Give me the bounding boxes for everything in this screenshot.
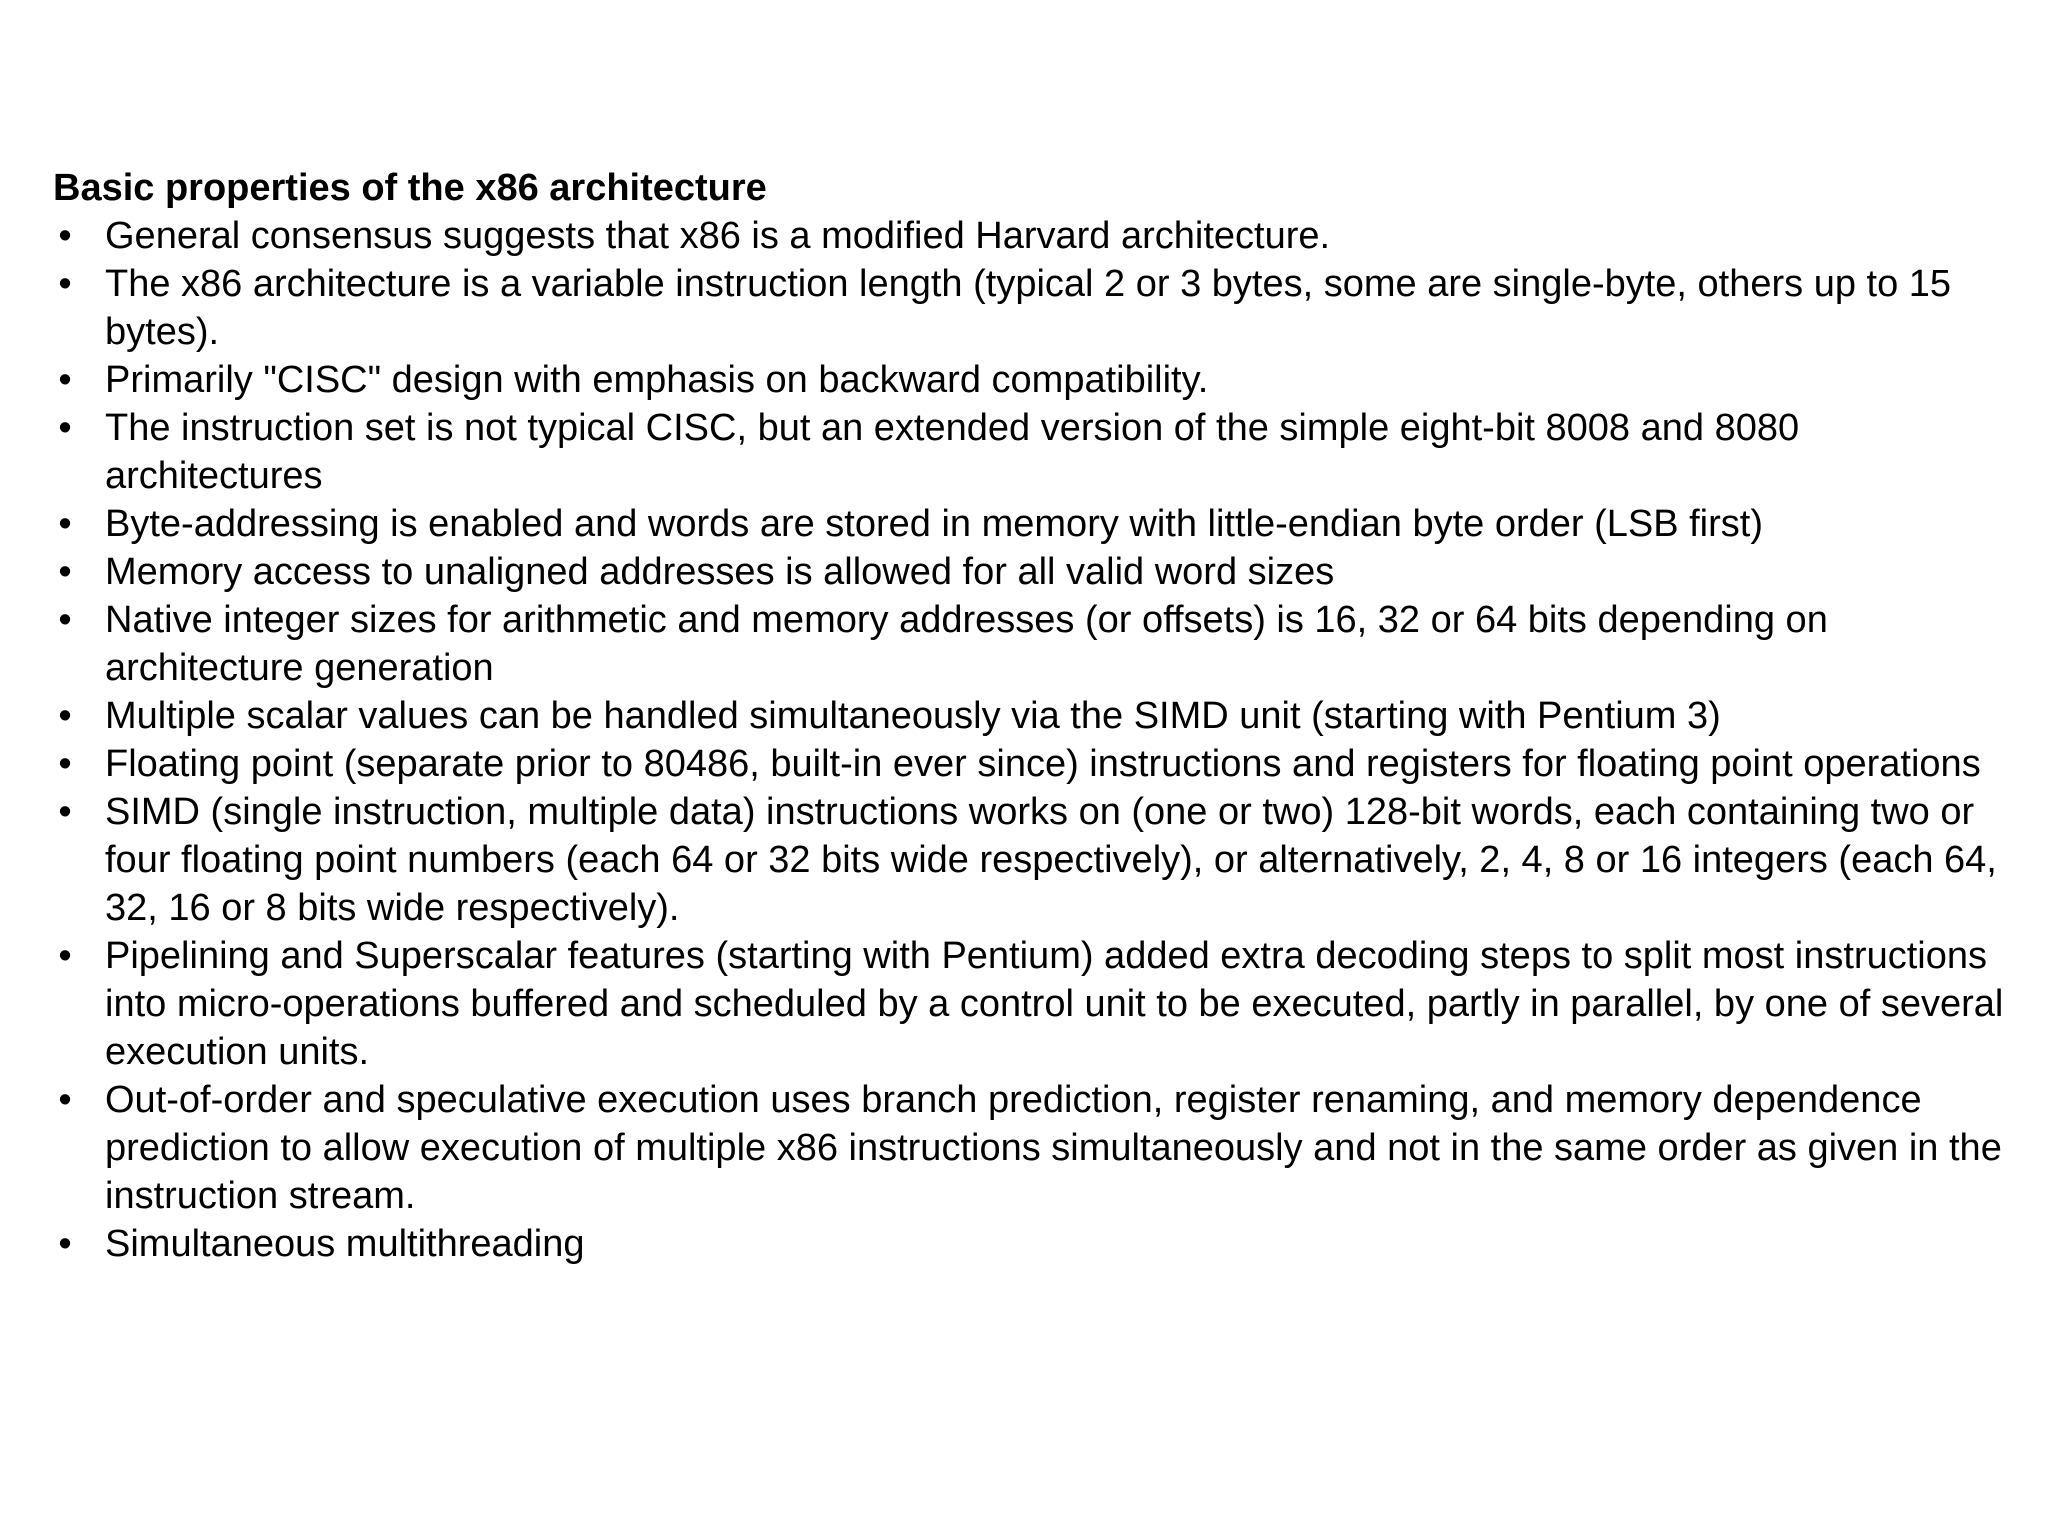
bullet-dot-icon: • [58, 935, 72, 977]
slide-content [53, 164, 2013, 1268]
bullet-text: Floating point (separate prior to 80486, built-in ever since) instructions and registers for floating point operations [105, 743, 1981, 785]
bullet-text: SIMD (single instruction, multiple data) instructions works on (one or two) 128-bit words, each containing two or four floating point numbers (each 64 or 32 bits wide respectively), or alternatively, 2, 4, 8 or 16 integers (each 64, 32, 16 or 8 bits wide respectively). [105, 791, 1997, 929]
bullet-dot-icon: • [58, 791, 72, 833]
bullet-text: The instruction set is not typical CISC, but an extended version of the simple eight-bit 8008 and 8080 architectures [105, 407, 1800, 497]
bullet-item [53, 260, 2013, 356]
bullet-item [53, 788, 2013, 932]
bullet-item [53, 692, 2013, 740]
bullet-text: Native integer sizes for arithmetic and memory addresses (or offsets) is 16, 32 or 64 bits depending on architecture generation [105, 599, 1828, 689]
bullet-text: Simultaneous multithreading [105, 1223, 585, 1265]
bullet-dot-icon: • [58, 503, 72, 545]
bullet-text: General consensus suggests that x86 is a modified Harvard architecture. [105, 215, 1331, 257]
bullet-text: Out-of-order and speculative execution uses branch prediction, register renaming, and memory dependence prediction to allow execution of multiple x86 instructions simultaneously and not in the same order as given in the instruction stream. [105, 1079, 2002, 1217]
bullet-text: Multiple scalar values can be handled simultaneously via the SIMD unit (starting with Pentium 3) [105, 695, 1721, 737]
bullet-text: Primarily "CISC" design with emphasis on backward compatibility. [105, 359, 1209, 401]
slide-title: Basic properties of the x86 architecture [53, 167, 767, 209]
bullet-dot-icon: • [58, 599, 72, 641]
bullet-item [53, 404, 2013, 500]
bullet-dot-icon: • [58, 359, 72, 401]
bullet-item [53, 1220, 2013, 1268]
bullet-item [53, 356, 2013, 404]
bullet-dot-icon: • [58, 215, 72, 257]
bullet-item [53, 596, 2013, 692]
bullet-item [53, 932, 2013, 1076]
bullet-text: Memory access to unaligned addresses is allowed for all valid word sizes [105, 551, 1335, 593]
bullet-dot-icon: • [58, 407, 72, 449]
bullet-dot-icon: • [58, 263, 72, 305]
bullet-text: Byte-addressing is enabled and words are stored in memory with little-endian byte order (LSB first) [105, 503, 1763, 545]
bullet-item [53, 1076, 2013, 1220]
bullet-item [53, 500, 2013, 548]
bullet-text: The x86 architecture is a variable instruction length (typical 2 or 3 bytes, some are single-byte, others up to 15 bytes). [105, 263, 1952, 353]
bullet-text: Pipelining and Superscalar features (starting with Pentium) added extra decoding steps to split most instructions into micro-operations buffered and scheduled by a control unit to be executed, partly in parallel, by one of several execution units. [105, 935, 2004, 1073]
bullet-dot-icon: • [58, 1223, 72, 1265]
bullet-item [53, 212, 2013, 260]
bullet-item [53, 740, 2013, 788]
bullet-dot-icon: • [58, 743, 72, 785]
bullet-dot-icon: • [58, 1079, 72, 1121]
bullet-dot-icon: • [58, 695, 72, 737]
bullet-list [53, 212, 2013, 1268]
bullet-dot-icon: • [58, 551, 72, 593]
bullet-item [53, 548, 2013, 596]
